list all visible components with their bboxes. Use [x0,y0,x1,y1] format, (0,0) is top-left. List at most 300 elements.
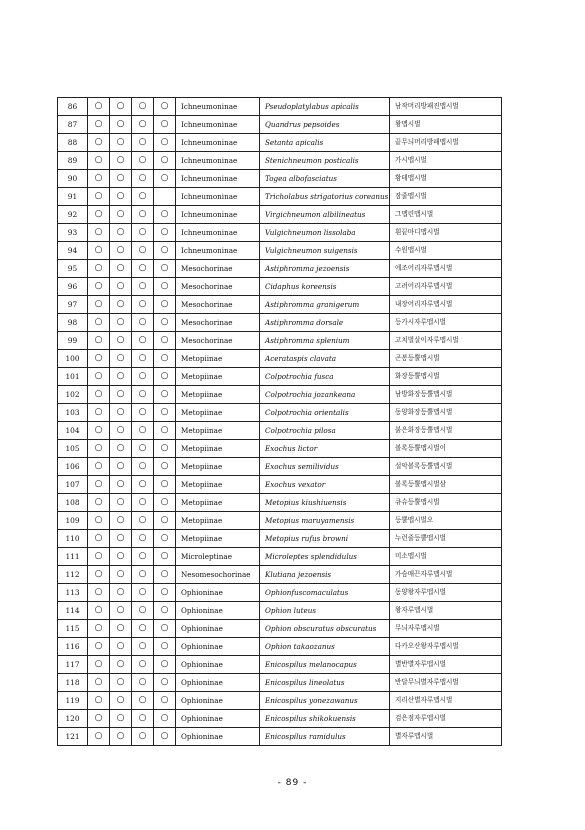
subfamily-cell: Ichneumoninae [176,134,260,152]
row-number-cell: 116 [58,638,88,656]
table-row [58,674,502,692]
korean-name-cell: 수원맵시벌 [390,242,502,260]
occurrence-mark-cell: ○ [154,314,176,332]
korean-name-cell: 별반별자루맵시벌 [390,656,502,674]
occurrence-mark-cell [154,188,176,206]
korean-name-cell: 남작머리방패진맵시벌 [390,98,502,116]
row-number-cell: 115 [58,620,88,638]
table-row [58,728,502,746]
subfamily-cell: Mesochorinae [176,314,260,332]
occurrence-mark-cell: ○ [132,206,154,224]
occurrence-mark-cell: ○ [132,260,154,278]
occurrence-mark-cell: ○ [110,458,132,476]
table-row [58,224,502,242]
scientific-name-cell: Togea albofasciatus [260,170,390,188]
subfamily-cell: Metopiinae [176,476,260,494]
occurrence-mark-cell: ○ [132,368,154,386]
korean-name-cell: 설악볼록등뿔맵시벌 [390,458,502,476]
occurrence-mark-cell: ○ [88,440,110,458]
row-number-cell: 96 [58,278,88,296]
table-row [58,116,502,134]
occurrence-mark-cell: ○ [132,566,154,584]
table-row [58,314,502,332]
scientific-name-cell: Ophion luteus [260,602,390,620]
table-row [58,548,502,566]
occurrence-mark-cell: ○ [132,674,154,692]
table-row [58,476,502,494]
subfamily-cell: Nesomesochorinae [176,566,260,584]
occurrence-mark-cell: ○ [132,476,154,494]
occurrence-mark-cell: ○ [154,98,176,116]
occurrence-mark-cell: ○ [132,332,154,350]
occurrence-mark-cell: ○ [154,548,176,566]
subfamily-cell: Metopiinae [176,440,260,458]
occurrence-mark-cell: ○ [110,314,132,332]
row-number-cell: 86 [58,98,88,116]
occurrence-mark-cell: ○ [132,224,154,242]
occurrence-mark-cell: ○ [110,692,132,710]
row-number-cell: 119 [58,692,88,710]
occurrence-mark-cell: ○ [88,170,110,188]
scientific-name-cell: Ophionfuscomaculatus [260,584,390,602]
occurrence-mark-cell: ○ [132,116,154,134]
occurrence-mark-cell: ○ [132,530,154,548]
scientific-name-cell: Astiphromma splenium [260,332,390,350]
korean-name-cell: 볼록등뿔맵시벌삼 [390,476,502,494]
occurrence-mark-cell: ○ [154,674,176,692]
subfamily-cell: Metopiinae [176,422,260,440]
korean-name-cell: 큐슈등뿔맵시벌 [390,494,502,512]
korean-name-cell: 가시맵시벌 [390,152,502,170]
occurrence-mark-cell: ○ [88,674,110,692]
occurrence-mark-cell: ○ [154,566,176,584]
occurrence-mark-cell: ○ [110,602,132,620]
row-number-cell: 106 [58,458,88,476]
occurrence-mark-cell: ○ [88,620,110,638]
occurrence-mark-cell: ○ [132,188,154,206]
subfamily-cell: Ichneumoninae [176,224,260,242]
scientific-name-cell: Exochus vexator [260,476,390,494]
scientific-name-cell: Astiphromma jezoensis [260,260,390,278]
korean-name-cell: 고려어리자루맵시벌 [390,278,502,296]
occurrence-mark-cell: ○ [110,206,132,224]
occurrence-mark-cell: ○ [110,620,132,638]
subfamily-cell: Ophioninae [176,728,260,746]
korean-name-cell: 등가시자루맵시벌 [390,314,502,332]
scientific-name-cell: Vulgichneumon lissolaba [260,224,390,242]
korean-name-cell: 흰끝마디맵시벌 [390,224,502,242]
subfamily-cell: Ophioninae [176,638,260,656]
subfamily-cell: Ichneumoninae [176,152,260,170]
occurrence-mark-cell: ○ [88,260,110,278]
occurrence-mark-cell: ○ [88,656,110,674]
occurrence-mark-cell: ○ [110,260,132,278]
table-row [58,98,502,116]
korean-name-cell: 황테맵시벌 [390,170,502,188]
row-number-cell: 111 [58,548,88,566]
scientific-name-cell: Quandrus pepsoides [260,116,390,134]
occurrence-mark-cell: ○ [154,476,176,494]
scientific-name-cell: Exochus semilividus [260,458,390,476]
table-row [58,332,502,350]
occurrence-mark-cell: ○ [154,296,176,314]
korean-name-cell: 검은점자루맵시벌 [390,710,502,728]
occurrence-mark-cell: ○ [154,332,176,350]
scientific-name-cell: Exochus lictor [260,440,390,458]
subfamily-cell: Metopiinae [176,494,260,512]
table-row [58,368,502,386]
occurrence-mark-cell: ○ [132,170,154,188]
korean-name-cell: 곤봉등뿔맵시벌 [390,350,502,368]
table-row [58,620,502,638]
occurrence-mark-cell: ○ [154,440,176,458]
korean-name-cell: 그맵린맵시벌 [390,206,502,224]
occurrence-mark-cell: ○ [154,620,176,638]
subfamily-cell: Mesochorinae [176,260,260,278]
occurrence-mark-cell: ○ [88,224,110,242]
table-row [58,692,502,710]
row-number-cell: 105 [58,440,88,458]
table-row [58,458,502,476]
row-number-cell: 95 [58,260,88,278]
occurrence-mark-cell: ○ [110,530,132,548]
table-row [58,710,502,728]
table-row [58,278,502,296]
korean-name-cell: 화장등뿔맵시벌 [390,368,502,386]
occurrence-mark-cell: ○ [132,134,154,152]
row-number-cell: 112 [58,566,88,584]
occurrence-mark-cell: ○ [88,188,110,206]
occurrence-mark-cell: ○ [88,242,110,260]
occurrence-mark-cell: ○ [154,242,176,260]
subfamily-cell: Ophioninae [176,620,260,638]
occurrence-mark-cell: ○ [132,584,154,602]
occurrence-mark-cell: ○ [88,314,110,332]
row-number-cell: 113 [58,584,88,602]
occurrence-mark-cell: ○ [88,638,110,656]
occurrence-mark-cell: ○ [110,368,132,386]
occurrence-mark-cell: ○ [154,656,176,674]
subfamily-cell: Ophioninae [176,710,260,728]
korean-name-cell: 고치벌살이자루맵시벌 [390,332,502,350]
row-number-cell: 120 [58,710,88,728]
occurrence-mark-cell: ○ [110,566,132,584]
subfamily-cell: Ophioninae [176,674,260,692]
occurrence-mark-cell: ○ [110,170,132,188]
occurrence-mark-cell: ○ [110,134,132,152]
korean-name-cell: 누런줄등뿔맵시벌 [390,530,502,548]
occurrence-mark-cell: ○ [88,350,110,368]
occurrence-mark-cell: ○ [88,602,110,620]
occurrence-mark-cell: ○ [88,386,110,404]
scientific-name-cell: Enicospilus ramidulus [260,728,390,746]
korean-name-cell: 남방화장등뿔맵시벌 [390,386,502,404]
scientific-name-cell: Tricholabus strigatorius coreanus [260,188,390,206]
occurrence-mark-cell: ○ [154,260,176,278]
table-row [58,656,502,674]
occurrence-mark-cell: ○ [132,440,154,458]
occurrence-mark-cell: ○ [88,530,110,548]
occurrence-mark-cell: ○ [154,638,176,656]
occurrence-mark-cell: ○ [154,350,176,368]
occurrence-mark-cell: ○ [132,278,154,296]
row-number-cell: 92 [58,206,88,224]
subfamily-cell: Metopiinae [176,530,260,548]
scientific-name-cell: Ophion takaozanus [260,638,390,656]
row-number-cell: 118 [58,674,88,692]
occurrence-mark-cell: ○ [110,548,132,566]
occurrence-mark-cell: ○ [88,98,110,116]
occurrence-mark-cell: ○ [154,422,176,440]
page-number: - 89 - [277,778,308,788]
scientific-name-cell: Cidaphus koreensis [260,278,390,296]
occurrence-mark-cell: ○ [88,422,110,440]
occurrence-mark-cell: ○ [88,206,110,224]
row-number-cell: 93 [58,224,88,242]
row-number-cell: 99 [58,332,88,350]
occurrence-mark-cell: ○ [154,512,176,530]
occurrence-mark-cell: ○ [110,728,132,746]
occurrence-mark-cell: ○ [88,134,110,152]
subfamily-cell: Metopiinae [176,512,260,530]
occurrence-mark-cell: ○ [88,296,110,314]
korean-name-cell: 붉은화장등뿔맵시벌 [390,422,502,440]
korean-name-cell: 내장어리자루맵시벌 [390,296,502,314]
subfamily-cell: Mesochorinae [176,332,260,350]
subfamily-cell: Microleptinae [176,548,260,566]
occurrence-mark-cell: ○ [110,710,132,728]
scientific-name-cell: Enicospilus lineolatus [260,674,390,692]
occurrence-mark-cell: ○ [154,278,176,296]
scientific-name-cell: Setanta apicalis [260,134,390,152]
table-row [58,566,502,584]
scientific-name-cell: Enicospilus shikokuensis [260,710,390,728]
occurrence-mark-cell: ○ [132,656,154,674]
korean-name-cell: 잠줄맵시벌 [390,188,502,206]
occurrence-mark-cell: ○ [154,116,176,134]
occurrence-mark-cell: ○ [154,224,176,242]
row-number-cell: 100 [58,350,88,368]
occurrence-mark-cell: ○ [132,638,154,656]
table-row [58,134,502,152]
table-row [58,206,502,224]
row-number-cell: 121 [58,728,88,746]
occurrence-mark-cell: ○ [132,296,154,314]
subfamily-cell: Ichneumoninae [176,170,260,188]
row-number-cell: 104 [58,422,88,440]
occurrence-mark-cell: ○ [110,494,132,512]
occurrence-mark-cell: ○ [132,692,154,710]
subfamily-cell: Ophioninae [176,602,260,620]
occurrence-mark-cell: ○ [154,494,176,512]
korean-name-cell: 왕자루맵시벌 [390,602,502,620]
occurrence-mark-cell: ○ [132,494,154,512]
subfamily-cell: Ophioninae [176,692,260,710]
subfamily-cell: Mesochorinae [176,296,260,314]
occurrence-mark-cell: ○ [132,620,154,638]
occurrence-mark-cell: ○ [132,602,154,620]
occurrence-mark-cell: ○ [154,404,176,422]
table-row [58,170,502,188]
table-row [58,404,502,422]
scientific-name-cell: Astiphromma dorsale [260,314,390,332]
korean-name-cell: 반달무늬별자루맵시벌 [390,674,502,692]
korean-name-cell: 다카오산왕자루맵시벌 [390,638,502,656]
occurrence-mark-cell: ○ [132,350,154,368]
occurrence-mark-cell: ○ [110,674,132,692]
subfamily-cell: Ophioninae [176,656,260,674]
korean-name-cell: 동양화장등뿔맵시벌 [390,404,502,422]
scientific-name-cell: Enicospilus yonezawanus [260,692,390,710]
row-number-cell: 101 [58,368,88,386]
occurrence-mark-cell: ○ [88,728,110,746]
table-row [58,440,502,458]
subfamily-cell: Ichneumoninae [176,116,260,134]
subfamily-cell: Metopiinae [176,350,260,368]
row-number-cell: 97 [58,296,88,314]
table-row [58,242,502,260]
occurrence-mark-cell: ○ [110,116,132,134]
table-row [58,350,502,368]
occurrence-mark-cell: ○ [110,638,132,656]
korean-name-cell: 볼록등뿔맵시벌이 [390,440,502,458]
occurrence-mark-cell: ○ [110,296,132,314]
row-number-cell: 94 [58,242,88,260]
korean-name-cell: 끝무늬머리방패맵시벌 [390,134,502,152]
table-row [58,602,502,620]
row-number-cell: 108 [58,494,88,512]
occurrence-mark-cell: ○ [154,134,176,152]
occurrence-mark-cell: ○ [88,152,110,170]
subfamily-cell: Mesochorinae [176,278,260,296]
korean-name-cell: 무늬자루맵시벌 [390,620,502,638]
occurrence-mark-cell: ○ [88,548,110,566]
scientific-name-cell: Stenichneumon posticalis [260,152,390,170]
row-number-cell: 107 [58,476,88,494]
table-row [58,638,502,656]
scientific-name-cell: Colpotrochia fusca [260,368,390,386]
occurrence-mark-cell: ○ [110,224,132,242]
occurrence-mark-cell: ○ [88,512,110,530]
occurrence-mark-cell: ○ [110,512,132,530]
scientific-name-cell: Acerataspis clavata [260,350,390,368]
occurrence-mark-cell: ○ [154,728,176,746]
occurrence-mark-cell: ○ [132,710,154,728]
occurrence-mark-cell: ○ [154,206,176,224]
scientific-name-cell: Colpotrochia jozankeana [260,386,390,404]
row-number-cell: 87 [58,116,88,134]
occurrence-mark-cell: ○ [110,656,132,674]
occurrence-mark-cell: ○ [110,422,132,440]
korean-name-cell: 등뿔맵시벌오 [390,512,502,530]
occurrence-mark-cell: ○ [154,710,176,728]
occurrence-mark-cell: ○ [110,278,132,296]
korean-name-cell: 지리산별자루맵시벌 [390,692,502,710]
occurrence-mark-cell: ○ [154,602,176,620]
occurrence-mark-cell: ○ [88,476,110,494]
occurrence-mark-cell: ○ [154,584,176,602]
subfamily-cell: Metopiinae [176,404,260,422]
table-row [58,188,502,206]
occurrence-mark-cell: ○ [154,170,176,188]
subfamily-cell: Metopiinae [176,386,260,404]
occurrence-mark-cell: ○ [132,512,154,530]
korean-name-cell: 동양왕자루맵시벌 [390,584,502,602]
occurrence-mark-cell: ○ [88,368,110,386]
occurrence-mark-cell: ○ [132,404,154,422]
table-row [58,584,502,602]
table-row [58,152,502,170]
occurrence-mark-cell: ○ [110,386,132,404]
scientific-name-cell: Ophion obscuratus obscuratus [260,620,390,638]
scientific-name-cell: Metopius maruyamensis [260,512,390,530]
occurrence-mark-cell: ○ [154,692,176,710]
korean-name-cell: 가슴매끈자루맵시벌 [390,566,502,584]
occurrence-mark-cell: ○ [132,422,154,440]
subfamily-cell: Ophioninae [176,584,260,602]
row-number-cell: 109 [58,512,88,530]
subfamily-cell: Ichneumoninae [176,98,260,116]
occurrence-mark-cell: ○ [110,188,132,206]
occurrence-mark-cell: ○ [88,584,110,602]
occurrence-mark-cell: ○ [132,242,154,260]
occurrence-mark-cell: ○ [154,386,176,404]
table-row [58,386,502,404]
occurrence-mark-cell: ○ [110,242,132,260]
occurrence-mark-cell: ○ [110,584,132,602]
scientific-name-cell: Virgichneumon albilineatus [260,206,390,224]
occurrence-mark-cell: ○ [110,440,132,458]
scientific-name-cell: Colpotrochia pilosa [260,422,390,440]
subfamily-cell: Ichneumoninae [176,242,260,260]
occurrence-mark-cell: ○ [132,98,154,116]
scientific-name-cell: Metopius kiushiuensis [260,494,390,512]
occurrence-mark-cell: ○ [132,314,154,332]
occurrence-mark-cell: ○ [132,152,154,170]
row-number-cell: 117 [58,656,88,674]
row-number-cell: 90 [58,170,88,188]
occurrence-mark-cell: ○ [154,152,176,170]
occurrence-mark-cell: ○ [88,710,110,728]
scientific-name-cell: Enicospilus melanocapus [260,656,390,674]
scientific-name-cell: Metopius rufus browni [260,530,390,548]
scientific-name-cell: Pseudoplatylabus apicalis [260,98,390,116]
korean-name-cell: 왕맵시벌 [390,116,502,134]
occurrence-mark-cell: ○ [110,350,132,368]
table-row [58,530,502,548]
scientific-name-cell: Microleptes splendidulus [260,548,390,566]
occurrence-mark-cell: ○ [88,278,110,296]
table-row [58,296,502,314]
occurrence-mark-cell: ○ [88,116,110,134]
row-number-cell: 91 [58,188,88,206]
occurrence-mark-cell: ○ [110,98,132,116]
table-row [58,260,502,278]
occurrence-mark-cell: ○ [110,476,132,494]
table-body [58,98,502,746]
occurrence-mark-cell: ○ [88,404,110,422]
occurrence-mark-cell: ○ [110,152,132,170]
row-number-cell: 89 [58,152,88,170]
occurrence-mark-cell: ○ [154,458,176,476]
scientific-name-cell: Astiphromma granigerum [260,296,390,314]
table-row [58,422,502,440]
occurrence-mark-cell: ○ [132,548,154,566]
row-number-cell: 102 [58,386,88,404]
occurrence-mark-cell: ○ [88,692,110,710]
occurrence-mark-cell: ○ [132,386,154,404]
occurrence-mark-cell: ○ [110,332,132,350]
